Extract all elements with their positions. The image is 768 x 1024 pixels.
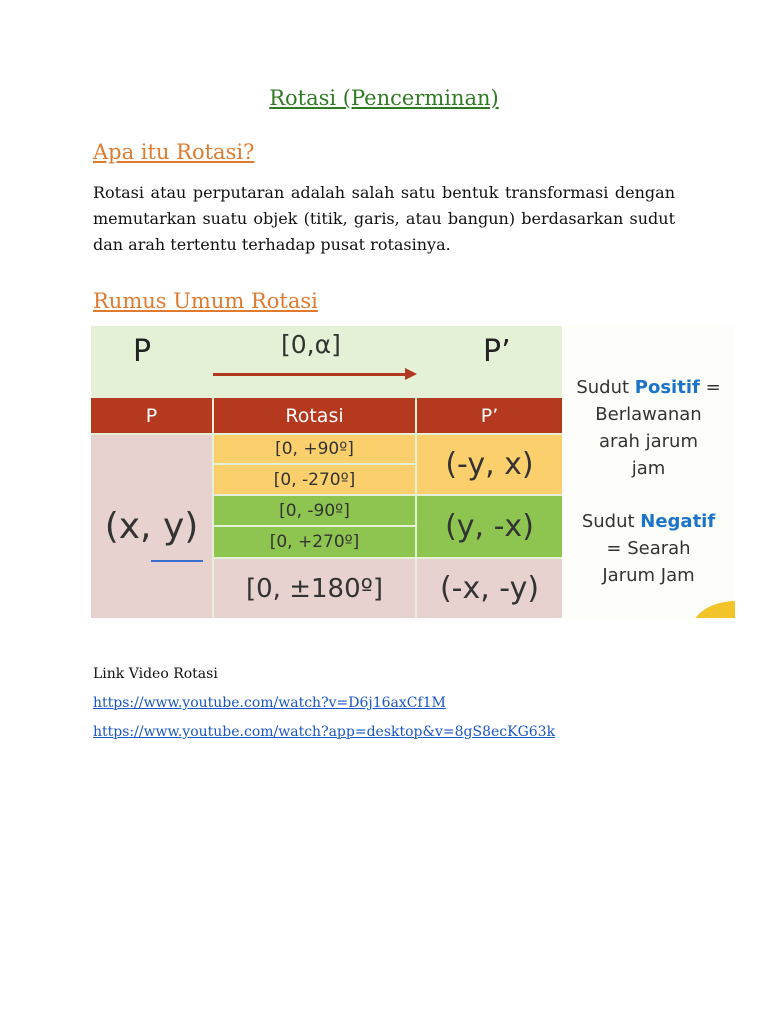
video-link-2[interactable]: https://www.youtube.com/watch?app=desktop&v=8gS8ecKG63k bbox=[93, 724, 556, 740]
point-cell: (x, y) bbox=[91, 435, 212, 618]
link-label: Link Video Rotasi bbox=[93, 666, 218, 682]
note-prefix: Sudut bbox=[576, 377, 635, 398]
note-line: Berlawanan bbox=[595, 404, 702, 425]
section-heading-what-is-rotation: Apa itu Rotasi? bbox=[93, 140, 255, 164]
note-line: = Searah bbox=[606, 538, 691, 559]
rotation-cell: [0, -90º] bbox=[214, 496, 415, 525]
label-p-prime: P’ bbox=[483, 334, 511, 369]
keyword-positif: Positif bbox=[634, 377, 700, 398]
negative-angle-note bbox=[562, 508, 735, 589]
arrow-right-icon bbox=[405, 368, 417, 380]
section-heading-general-formula: Rumus Umum Rotasi bbox=[93, 289, 318, 313]
label-rotation-param: [0,α] bbox=[281, 330, 341, 359]
rotation-formula-infographic bbox=[91, 326, 735, 618]
video-link-1[interactable]: https://www.youtube.com/watch?v=D6j16axCf1M bbox=[93, 695, 446, 711]
note-line: arah jarum bbox=[599, 431, 698, 452]
point-underline bbox=[151, 560, 203, 562]
note-line: jam bbox=[631, 458, 666, 479]
arrow-line bbox=[213, 373, 408, 376]
result-cell: (-x, -y) bbox=[417, 559, 562, 618]
header-p-prime: P’ bbox=[417, 398, 562, 433]
rotation-cell: [0, ±180º] bbox=[214, 559, 415, 618]
definition-paragraph: Rotasi atau perputaran adalah salah satu bentuk transformasi dengan memutarkan suatu objek (titik, garis, atau bangun) berdasarkan sudut dan arah tertentu terhadap pusat rotasinya. bbox=[93, 183, 675, 254]
label-p: P bbox=[133, 334, 152, 369]
page-title: Rotasi (Pencerminan) bbox=[269, 86, 499, 110]
rotation-cell: [0, +270º] bbox=[214, 527, 415, 557]
rotation-cell: [0, -270º] bbox=[214, 465, 415, 494]
note-prefix: Sudut bbox=[581, 511, 641, 532]
note-suffix: = bbox=[699, 377, 721, 398]
keyword-negatif: Negatif bbox=[640, 511, 716, 532]
header-rotasi: Rotasi bbox=[214, 398, 415, 433]
header-p: P bbox=[91, 398, 212, 433]
result-cell: (y, -x) bbox=[417, 496, 562, 557]
result-cell: (-y, x) bbox=[417, 435, 562, 494]
note-line: Jarum Jam bbox=[602, 565, 695, 586]
rotation-cell: [0, +90º] bbox=[214, 435, 415, 463]
positive-angle-note bbox=[562, 374, 735, 482]
